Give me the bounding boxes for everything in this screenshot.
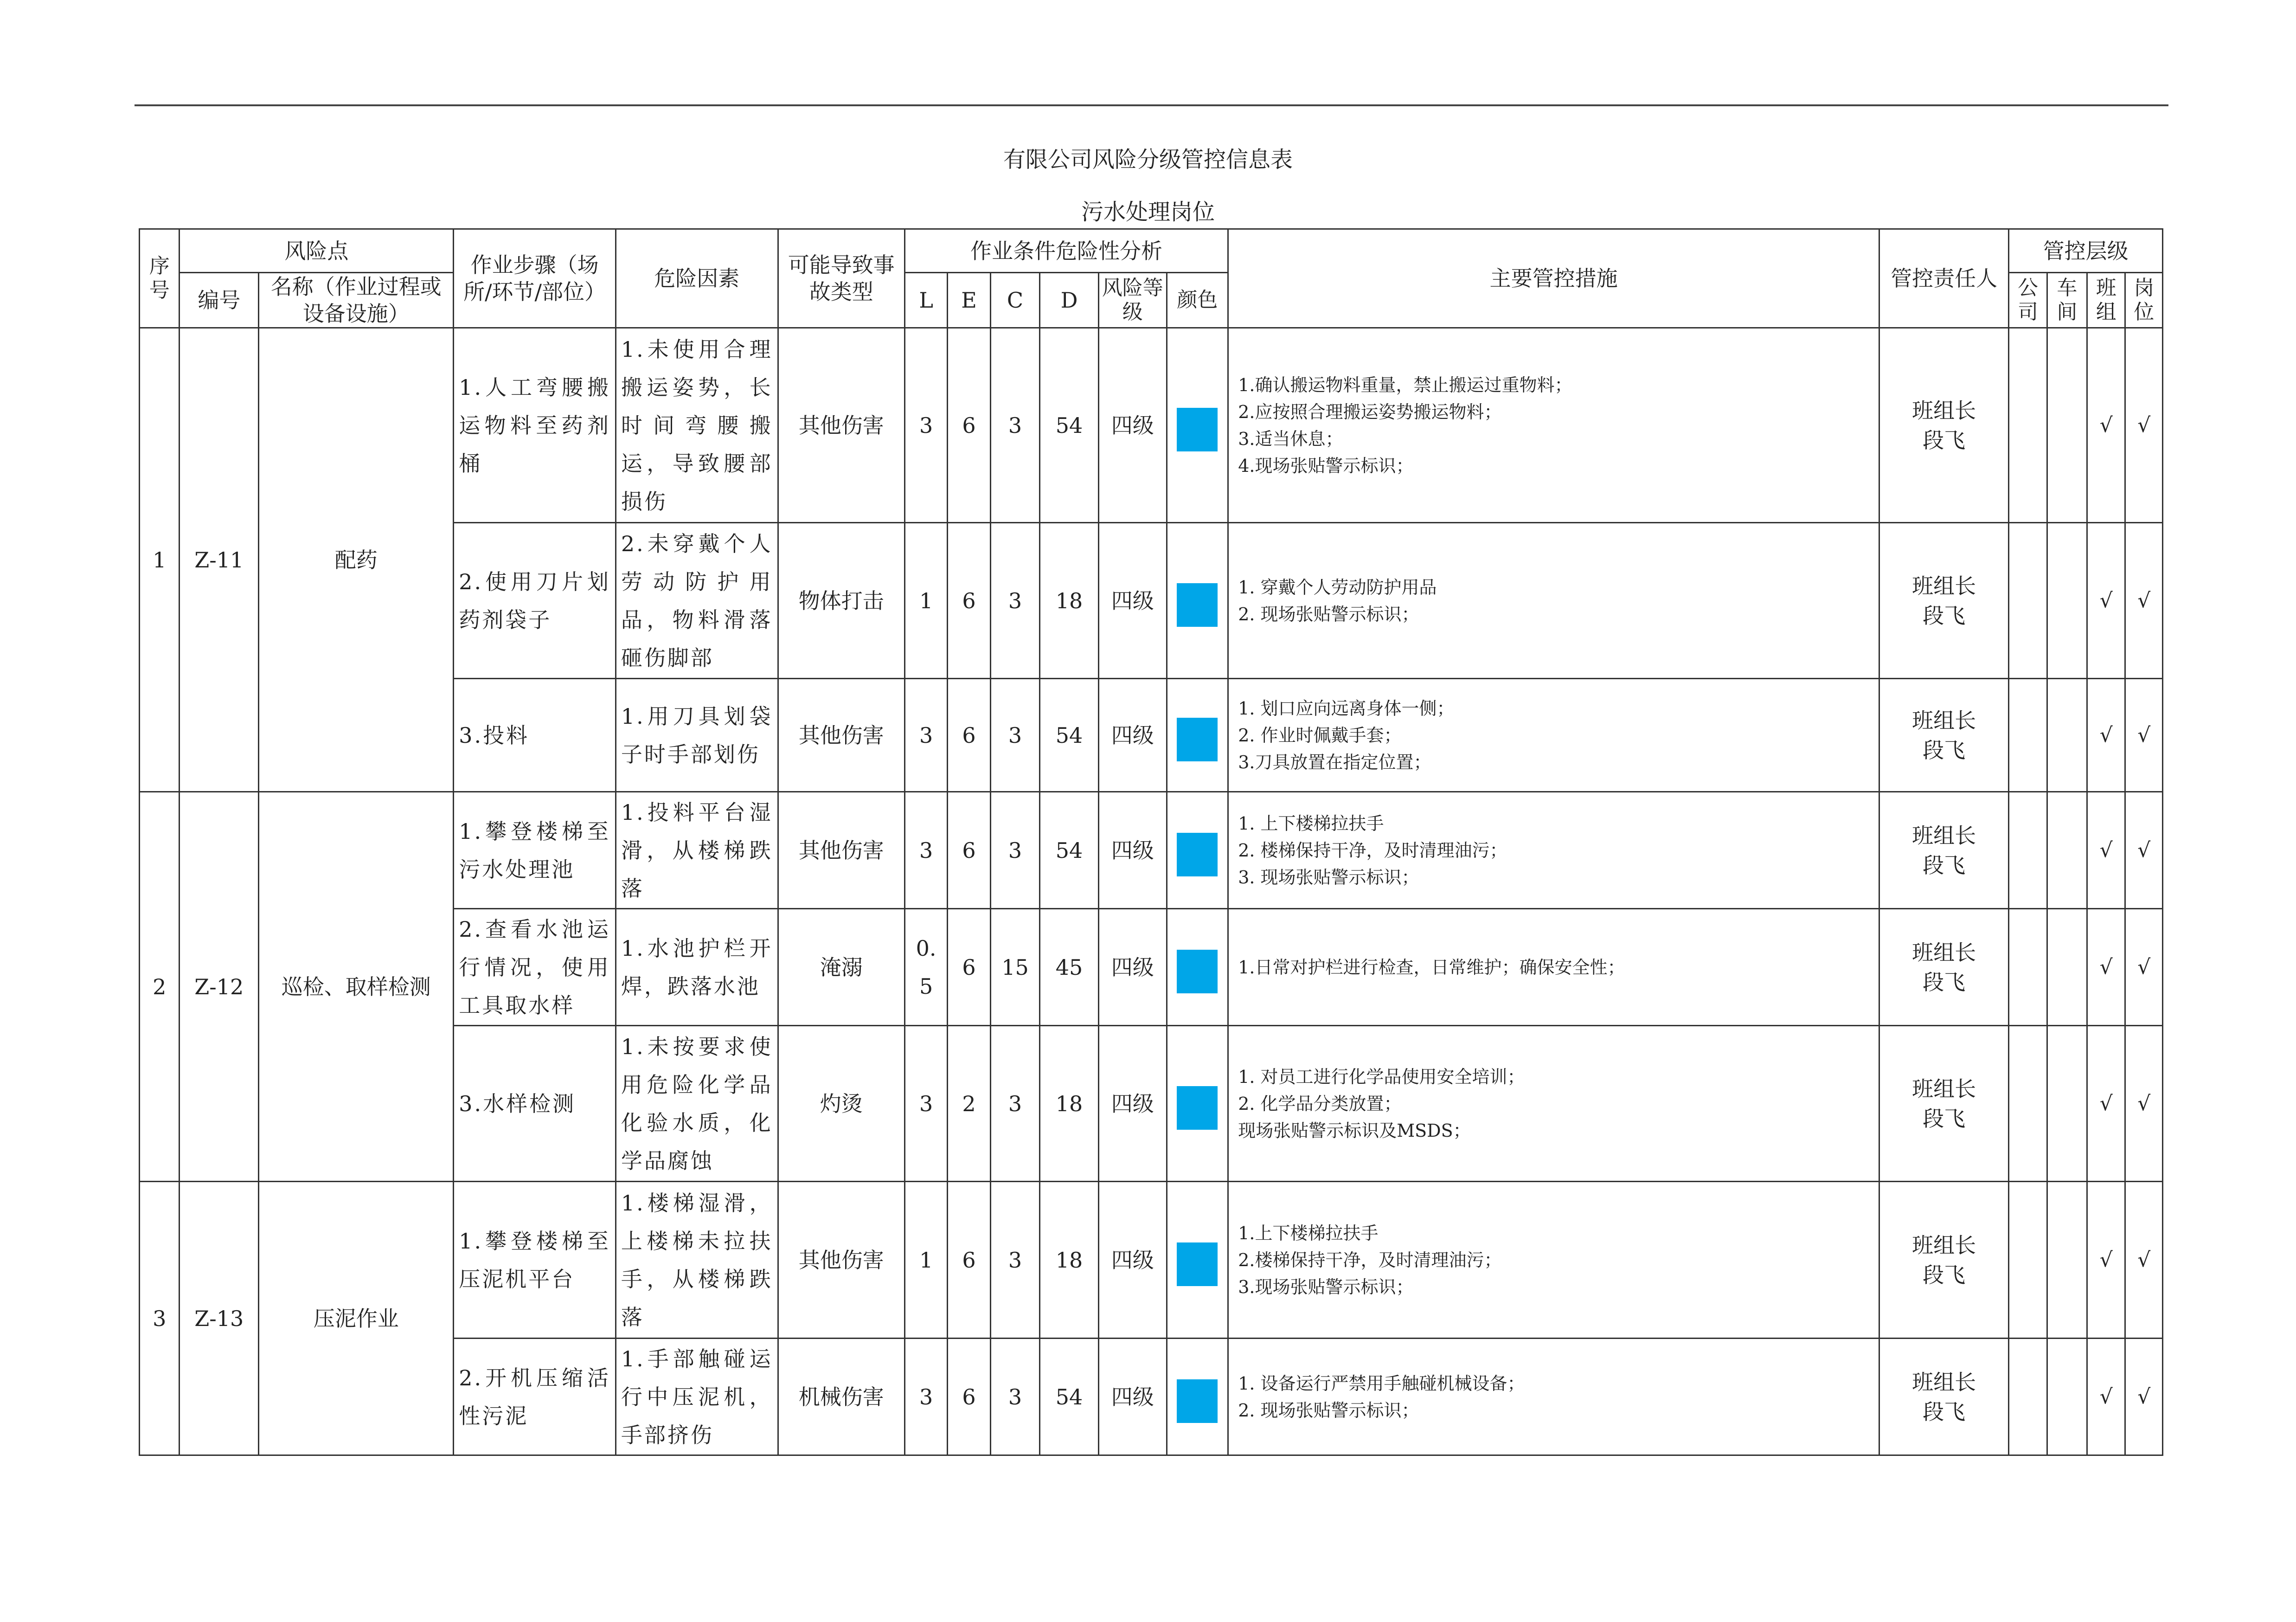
responsible-person: 段飞 (1923, 603, 1966, 628)
row-code: Z-13 (180, 1182, 259, 1455)
row-accident: 灼烫 (778, 1026, 904, 1182)
row-color (1167, 328, 1228, 523)
row-company (2009, 328, 2047, 523)
row-hazard: 2.未穿戴个人劳动防护用品，物料滑落砸伤脚部 (616, 523, 778, 679)
row-seq: 2 (140, 792, 180, 1182)
row-measures (1228, 328, 1879, 523)
row-C: 3 (990, 328, 1040, 523)
row-measures (1228, 1182, 1879, 1339)
row-measures (1228, 1339, 1879, 1455)
row-L: 3 (904, 1339, 947, 1455)
measure-line: 现场张贴警示标识及MSDS； (1238, 1120, 1471, 1141)
row-workshop (2047, 679, 2087, 792)
row-E: 6 (948, 523, 990, 679)
row-name: 巡检、取样检测 (259, 792, 454, 1182)
measure-line: 3. 现场张贴警示标识； (1238, 867, 1419, 888)
row-team-check: √ (2087, 679, 2125, 792)
risk-control-table (139, 228, 2163, 1456)
row-measures (1228, 1026, 1879, 1182)
row-level: 四级 (1098, 679, 1167, 792)
responsible-role: 班组长 (1912, 398, 1976, 423)
measure-line: 3.适当休息； (1238, 428, 1343, 449)
row-team-check: √ (2087, 523, 2125, 679)
row-measures (1228, 792, 1879, 909)
row-workshop (2047, 1339, 2087, 1455)
row-L: 0.5 (904, 909, 947, 1026)
row-hazard: 1.未按要求使用危险化学品化验水质，化学品腐蚀 (616, 1026, 778, 1182)
measure-line: 2.楼梯保持干净，及时清理油污； (1238, 1249, 1502, 1270)
row-workshop (2047, 792, 2087, 909)
header-hazard: 危险因素 (616, 229, 778, 328)
header-E: E (948, 273, 990, 328)
row-accident: 淹溺 (778, 909, 904, 1026)
row-seq: 1 (140, 328, 180, 792)
header-code: 编号 (180, 273, 259, 328)
risk-color-swatch (1177, 1242, 1218, 1286)
responsible-person: 段飞 (1923, 1399, 1966, 1424)
measure-line: 1. 对员工进行化学品使用安全培训； (1238, 1066, 1525, 1087)
row-C: 3 (990, 1182, 1040, 1339)
row-E: 6 (948, 792, 990, 909)
row-responsible (1879, 909, 2008, 1026)
measure-line: 2. 楼梯保持干净，及时清理油污； (1238, 840, 1507, 861)
row-name: 配药 (259, 328, 454, 792)
row-E: 6 (948, 328, 990, 523)
row-measures (1228, 523, 1879, 679)
row-L: 3 (904, 679, 947, 792)
row-seq: 3 (140, 1182, 180, 1455)
row-responsible (1879, 1026, 2008, 1182)
row-company (2009, 1339, 2047, 1455)
row-level: 四级 (1098, 1026, 1167, 1182)
measure-line: 4.现场张贴警示标识； (1238, 455, 1414, 476)
row-post-check: √ (2125, 909, 2163, 1026)
row-hazard: 1.楼梯湿滑，上楼梯未拉扶手，从楼梯跌落 (616, 1182, 778, 1339)
row-workshop (2047, 1182, 2087, 1339)
row-level: 四级 (1098, 1182, 1167, 1339)
row-responsible (1879, 523, 2008, 679)
measure-line: 1.日常对护栏进行检查，日常维护；确保安全性； (1238, 957, 1625, 978)
row-D: 18 (1040, 1182, 1099, 1339)
header-responsible: 管控责任人 (1879, 229, 2008, 328)
measure-line: 2. 现场张贴警示标识； (1238, 604, 1419, 624)
row-level: 四级 (1098, 523, 1167, 679)
header-measures: 主要管控措施 (1228, 229, 1879, 328)
row-company (2009, 792, 2047, 909)
row-accident: 其他伤害 (778, 792, 904, 909)
row-post-check: √ (2125, 792, 2163, 909)
row-color (1167, 792, 1228, 909)
row-company (2009, 1182, 2047, 1339)
row-workshop (2047, 523, 2087, 679)
responsible-person: 段飞 (1923, 852, 1966, 878)
responsible-role: 班组长 (1912, 708, 1976, 733)
document-subtitle: 污水处理岗位 (1081, 199, 1215, 225)
row-team-check: √ (2087, 1182, 2125, 1339)
row-E: 6 (948, 679, 990, 792)
responsible-role: 班组长 (1912, 940, 1976, 965)
header-control-level: 管控层级 (2009, 229, 2163, 273)
measure-line: 3.现场张贴警示标识； (1238, 1276, 1414, 1297)
responsible-person: 段飞 (1923, 737, 1966, 763)
row-measures (1228, 909, 1879, 1026)
row-company (2009, 1026, 2047, 1182)
row-post-check: √ (2125, 1182, 2163, 1339)
row-D: 18 (1040, 1026, 1099, 1182)
header-step: 作业步骤（场所/环节/部位） (454, 229, 616, 328)
header-level: 风险等级 (1098, 273, 1167, 328)
row-accident: 其他伤害 (778, 328, 904, 523)
row-level: 四级 (1098, 909, 1167, 1026)
measure-line: 2. 作业时佩戴手套； (1238, 725, 1402, 746)
row-D: 45 (1040, 909, 1099, 1026)
row-hazard: 1.投料平台湿滑，从楼梯跌落 (616, 792, 778, 909)
row-responsible (1879, 1182, 2008, 1339)
row-L: 3 (904, 792, 947, 909)
responsible-person: 段飞 (1923, 1262, 1966, 1287)
risk-color-swatch (1177, 1086, 1218, 1130)
row-step: 3.投料 (454, 679, 616, 792)
row-responsible (1879, 328, 2008, 523)
row-color (1167, 1026, 1228, 1182)
header-team: 班组 (2087, 273, 2125, 328)
row-step: 1.攀登楼梯至压泥机平台 (454, 1182, 616, 1339)
measure-line: 1. 穿戴个人劳动防护用品 (1238, 577, 1437, 598)
row-L: 1 (904, 523, 947, 679)
row-step: 2.查看水池运行情况，使用工具取水样 (454, 909, 616, 1026)
responsible-role: 班组长 (1912, 1369, 1976, 1395)
row-level: 四级 (1098, 328, 1167, 523)
header-workshop: 车间 (2047, 273, 2087, 328)
row-hazard: 1.未使用合理搬运姿势，长时间弯腰搬运，导致腰部损伤 (616, 328, 778, 523)
responsible-person: 段飞 (1923, 427, 1966, 453)
row-workshop (2047, 1026, 2087, 1182)
row-team-check: √ (2087, 792, 2125, 909)
row-E: 6 (948, 1339, 990, 1455)
row-post-check: √ (2125, 328, 2163, 523)
row-step: 2.开机压缩活性污泥 (454, 1339, 616, 1455)
row-responsible (1879, 1339, 2008, 1455)
row-color (1167, 1339, 1228, 1455)
row-D: 54 (1040, 1339, 1099, 1455)
row-name: 压泥作业 (259, 1182, 454, 1455)
header-seq: 序号 (140, 229, 180, 328)
header-C: C (990, 273, 1040, 328)
row-company (2009, 679, 2047, 792)
header-name: 名称（作业过程或设备设施） (259, 273, 454, 328)
row-D: 54 (1040, 679, 1099, 792)
row-D: 54 (1040, 328, 1099, 523)
row-step: 2.使用刀片划药剂袋子 (454, 523, 616, 679)
row-step: 3.水样检测 (454, 1026, 616, 1182)
measure-line: 3.刀具放置在指定位置； (1238, 752, 1431, 772)
responsible-role: 班组长 (1912, 823, 1976, 848)
row-post-check: √ (2125, 523, 2163, 679)
row-C: 3 (990, 1339, 1040, 1455)
header-L: L (904, 273, 947, 328)
measure-line: 1. 划口应向远离身体一侧； (1238, 698, 1455, 719)
risk-color-swatch (1177, 408, 1218, 451)
header-D: D (1040, 273, 1099, 328)
header-risk-point: 风险点 (180, 229, 454, 273)
row-level: 四级 (1098, 1339, 1167, 1455)
row-color (1167, 909, 1228, 1026)
row-hazard: 1.水池护栏开焊，跌落水池 (616, 909, 778, 1026)
row-D: 18 (1040, 523, 1099, 679)
responsible-role: 班组长 (1912, 573, 1976, 599)
row-hazard: 1.手部触碰运行中压泥机，手部挤伤 (616, 1339, 778, 1455)
risk-color-swatch (1177, 950, 1218, 993)
header-accident: 可能导致事故类型 (778, 229, 904, 328)
row-code: Z-12 (180, 792, 259, 1182)
measure-line: 2. 化学品分类放置； (1238, 1093, 1402, 1114)
risk-color-swatch (1177, 833, 1218, 876)
document-title: 有限公司风险分级管控信息表 (1003, 147, 1293, 173)
measure-line: 2.应按照合理搬运姿势搬运物料； (1238, 401, 1502, 422)
row-L: 3 (904, 328, 947, 523)
row-C: 3 (990, 792, 1040, 909)
header-company: 公司 (2009, 273, 2047, 328)
row-L: 1 (904, 1182, 947, 1339)
row-post-check: √ (2125, 1339, 2163, 1455)
row-step: 1.人工弯腰搬运物料至药剂桶 (454, 328, 616, 523)
row-E: 6 (948, 1182, 990, 1339)
row-E: 2 (948, 1026, 990, 1182)
row-D: 54 (1040, 792, 1099, 909)
row-team-check: √ (2087, 328, 2125, 523)
risk-color-swatch (1177, 1379, 1218, 1423)
row-accident: 其他伤害 (778, 679, 904, 792)
row-team-check: √ (2087, 1339, 2125, 1455)
header-analysis: 作业条件危险性分析 (904, 229, 1228, 273)
row-C: 3 (990, 523, 1040, 679)
row-code: Z-11 (180, 328, 259, 792)
measure-line: 1. 设备运行严禁用手触碰机械设备； (1238, 1373, 1525, 1394)
row-measures (1228, 679, 1879, 792)
row-E: 6 (948, 909, 990, 1026)
row-C: 15 (990, 909, 1040, 1026)
measure-line: 1. 上下楼梯拉扶手 (1238, 813, 1384, 834)
row-workshop (2047, 328, 2087, 523)
row-L: 3 (904, 1026, 947, 1182)
row-accident: 机械伤害 (778, 1339, 904, 1455)
row-workshop (2047, 909, 2087, 1026)
row-level: 四级 (1098, 792, 1167, 909)
row-company (2009, 909, 2047, 1026)
row-team-check: √ (2087, 1026, 2125, 1182)
row-responsible (1879, 792, 2008, 909)
top-rule (135, 104, 2168, 106)
row-post-check: √ (2125, 1026, 2163, 1182)
row-hazard: 1.用刀具划袋子时手部划伤 (616, 679, 778, 792)
row-color (1167, 1182, 1228, 1339)
header-color: 颜色 (1167, 273, 1228, 328)
row-color (1167, 679, 1228, 792)
responsible-role: 班组长 (1912, 1232, 1976, 1258)
row-color (1167, 523, 1228, 679)
row-step: 1.攀登楼梯至污水处理池 (454, 792, 616, 909)
risk-color-swatch (1177, 718, 1218, 761)
measure-line: 1.上下楼梯拉扶手 (1238, 1223, 1379, 1243)
row-C: 3 (990, 1026, 1040, 1182)
row-C: 3 (990, 679, 1040, 792)
responsible-role: 班组长 (1912, 1076, 1976, 1101)
row-responsible (1879, 679, 2008, 792)
measure-line: 1.确认搬运物料重量，禁止搬运过重物料； (1238, 374, 1572, 395)
row-post-check: √ (2125, 679, 2163, 792)
measure-line: 2. 现场张贴警示标识； (1238, 1400, 1419, 1421)
risk-color-swatch (1177, 583, 1218, 627)
row-accident: 物体打击 (778, 523, 904, 679)
row-accident: 其他伤害 (778, 1182, 904, 1339)
responsible-person: 段飞 (1923, 969, 1966, 995)
row-company (2009, 523, 2047, 679)
responsible-person: 段飞 (1923, 1106, 1966, 1131)
header-post: 岗位 (2125, 273, 2163, 328)
row-team-check: √ (2087, 909, 2125, 1026)
